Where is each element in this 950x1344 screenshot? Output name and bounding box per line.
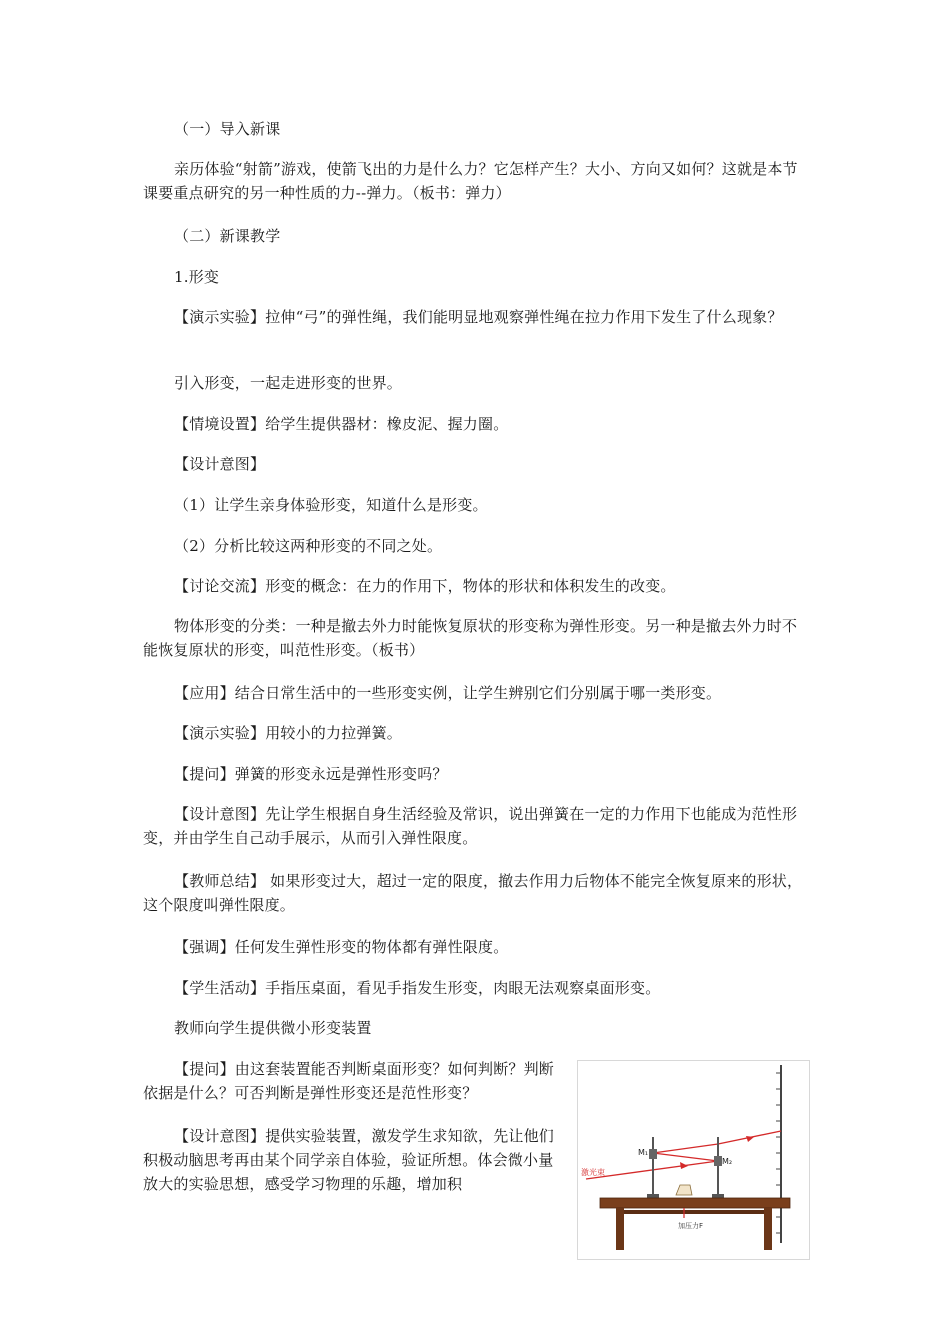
paragraph-discuss: 【讨论交流】形变的概念：在力的作用下，物体的形状和体积发生的改变。 [174, 577, 676, 595]
paragraph-demo-2: 【演示实验】用较小的力拉弹簧。 [174, 724, 403, 742]
section-heading-teaching: （二）新课教学 [174, 227, 281, 245]
paragraph-activity: 【学生活动】手指压桌面，看见手指发生形变，肉眼无法观察桌面形变。 [174, 979, 661, 997]
mirror-stand-m2 [712, 1137, 724, 1198]
paragraph-summary: 【教师总结】 如果形变过大，超过一定的限度，撤去作用力后物体不能完全恢复原来的形状，这个限度叫弹性限度。 [143, 872, 803, 914]
label-m2: M₂ [722, 1157, 733, 1166]
hand-press-object [676, 1185, 692, 1195]
paragraph-design-3: 【设计意图】先让学生根据自身生活经验及常识，说出弹簧在一定的力作用下也能成为范性形变，并由学生自己动手展示，从而引入弹性限度。 [143, 805, 798, 847]
paragraph-question-2: 【提问】由这套装置能否判断桌面形变？如何判断？判断依据是什么？可否判断是弹性形变还是范性形变？ [143, 1060, 555, 1102]
paragraph-question-1: 【提问】弹簧的形变永远是弹性形变吗？ [174, 765, 448, 783]
paragraph-situation: 【情境设置】给学生提供器材：橡皮泥、握力圈。 [174, 415, 509, 433]
label-laser: 激光束 [581, 1168, 605, 1177]
paragraph-emphasis: 【强调】任何发生弹性形变的物体都有弹性限度。 [174, 938, 509, 956]
paragraph-design-2: （2）分析比较这两种形变的不同之处。 [174, 537, 443, 555]
paragraph-intro: 亲历体验“射箭”游戏，使箭飞出的力是什么力？它怎样产生？大小、方向又如何？这就是本节课要重点研究的另一种性质的力--弹力。（板书：弹力） [143, 160, 798, 202]
paragraph-device: 教师向学生提供微小形变装置 [174, 1019, 372, 1037]
paragraph-design-1: （1）让学生亲身体验形变，知道什么是形变。 [174, 496, 488, 514]
micro-deformation-figure [577, 1060, 810, 1260]
section-heading-intro: （一）导入新课 [174, 120, 281, 138]
label-force: 加压力F [678, 1222, 704, 1230]
micro-deformation-diagram [578, 1061, 809, 1259]
paragraph-demo-1: 【演示实验】拉伸“弓”的弹性绳，我们能明显地观察弹性绳在拉力作用下发生了什么现象？ [174, 308, 783, 326]
paragraph-design-heading: 【设计意图】 [174, 455, 266, 473]
beam-arrow-2 [746, 1136, 754, 1142]
label-m1: M₁ [638, 1148, 649, 1157]
paragraph-apply: 【应用】结合日常生活中的一些形变实例，让学生辨别它们分别属于哪一类形变。 [174, 684, 722, 702]
beam-arrow-1 [680, 1162, 688, 1169]
paragraph-design-4: 【设计意图】提供实验装置，激发学生求知欲，先让他们积极动脑思考再由某个同学亲自体验，验证所想。体会微小量放大的实验思想，感受学习物理的乐趣，增加积 [143, 1127, 555, 1193]
paragraph-classify: 物体形变的分类：一种是撤去外力时能恢复原状的形变称为弹性形变。另一种是撤去外力时不能恢复原状的形变，叫范性形变。（板书） [143, 617, 798, 659]
paragraph-intro-deform: 引入形变，一起走进形变的世界。 [174, 374, 403, 392]
subheading-deformation: 1.形变 [174, 268, 220, 286]
mirror-stand-m1 [647, 1137, 659, 1198]
